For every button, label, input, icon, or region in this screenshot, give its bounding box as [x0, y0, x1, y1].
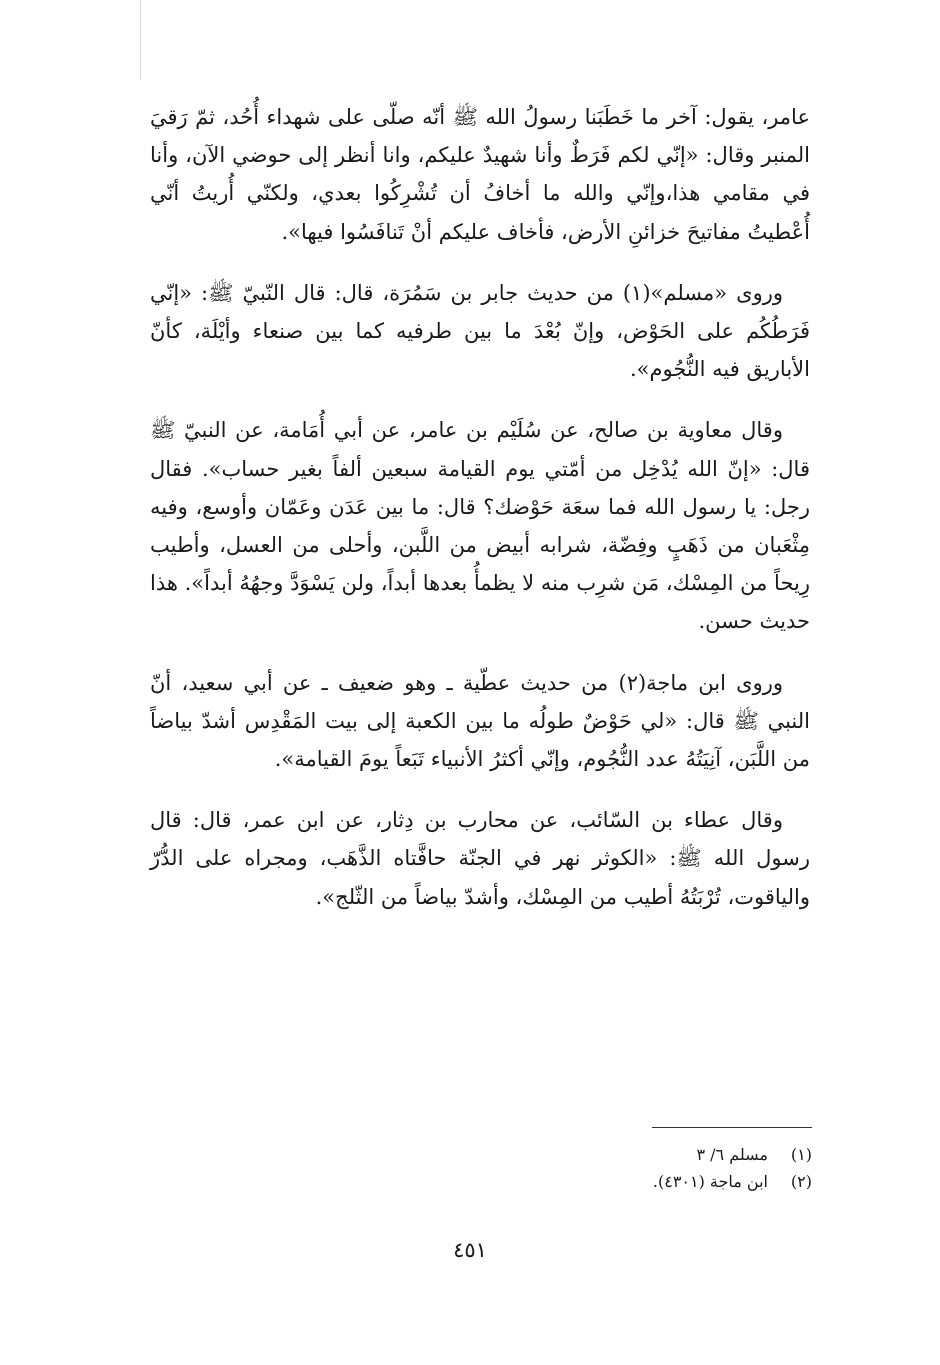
paragraph-1: عامر، يقول: آخر ما خَطَبَنا رسولُ الله ﷺ أنّه صلّى على شهداء أُحُد، ثمّ رَقيَ المنبر وقال: «إنّي لكم فَرَطٌ وأنا شهيدٌ عليكم، وانا أنظر إلى حوضي الآن، وأنا في مقامي هذا،وإنّي والله ما أخافُ أن تُشْرِكُوا بعدي، ولكنّي أُريتُ أنّي أُعْطيتُ مفاتيحَ خزائنِ الأرض، فأخاف عليكم أنْ تَنافَسُوا فيها».	[150, 105, 810, 244]
paragraph-2: وروى «مسلم»(١) من حديث جابر بن سَمُرَة، قال: قال النّبيّ ﷺ: «إنّي فَرَطُكُم على الحَوْض، وإنّ بُعْدَ ما بين طرفيه كما بين صنعاء وأيْلَة، كأنّ الأباريق فيه النُّجُوم».	[150, 280, 810, 382]
footnote-number: (١)	[790, 1145, 812, 1164]
paragraph-4: وروى ابن ماجة(٢) من حديث عطّية ـ وهو ضعيف ـ عن أبي سعيد، أنّ النبي ﷺ قال: «لي حَوْضٌ طولُه ما بين الكعبة إلى بيت المَقْدِس أشدّ بياضاً من اللَّبَن، آنِيَتُهُ عدد النُّجُوم، وإنّي أكثرُ الأنبياء تَبَعاً يومَ القيامة».	[150, 670, 810, 772]
paragraph-5: وقال عطاء بن السّائب، عن محارب بن دِثار، عن ابن عمر، قال: قال رسول الله ﷺ: «الكوثر نهر في الجنّة حافَّتاه الذَّهَب، ومجراه على الدُّرّ والياقوت، تُرْبَتُهُ أطيب من المِسْك، وأشدّ بياضاً من الثّلج».	[150, 808, 810, 909]
margin-rule	[140, 0, 141, 80]
footnote-1	[540, 1141, 812, 1168]
footnotes	[540, 1141, 812, 1195]
footnote-text: ابن ماجة (٤٣٠١).	[652, 1172, 768, 1191]
footnote-separator	[652, 1127, 812, 1128]
page-body	[150, 98, 810, 916]
footnote-number: (٢)	[790, 1172, 812, 1191]
paragraph-3: وقال معاوية بن صالح، عن سُلَيْم بن عامر، عن أبي أُمَامة، عن النبيّ ﷺ قال: «إنّ الله يُدْخِل من أمّتي يوم القيامة سبعين ألفاً بغير حساب». فقال رجل: يا رسول الله فما سعَة حَوْضك؟ قال: ما بين عَدَن وعَمّان وأوسع، وفيه مِثْعَبان من ذَهَبٍ وفِضّة، شرابه أبيض من اللَّبن، وأحلى من العسل، وأطيب رِيحاً من المِسْك، مَن شرِب منه لا يظمأُ بعدها أبداً، ولن يَسْوَدَّ وجهُهُ أبداً». هذا حديث حسن.	[150, 418, 810, 634]
footnote-text: مسلم ٦/ ٣	[696, 1145, 768, 1164]
page-number: ٤٥١	[453, 1238, 487, 1262]
footnote-2	[540, 1168, 812, 1195]
